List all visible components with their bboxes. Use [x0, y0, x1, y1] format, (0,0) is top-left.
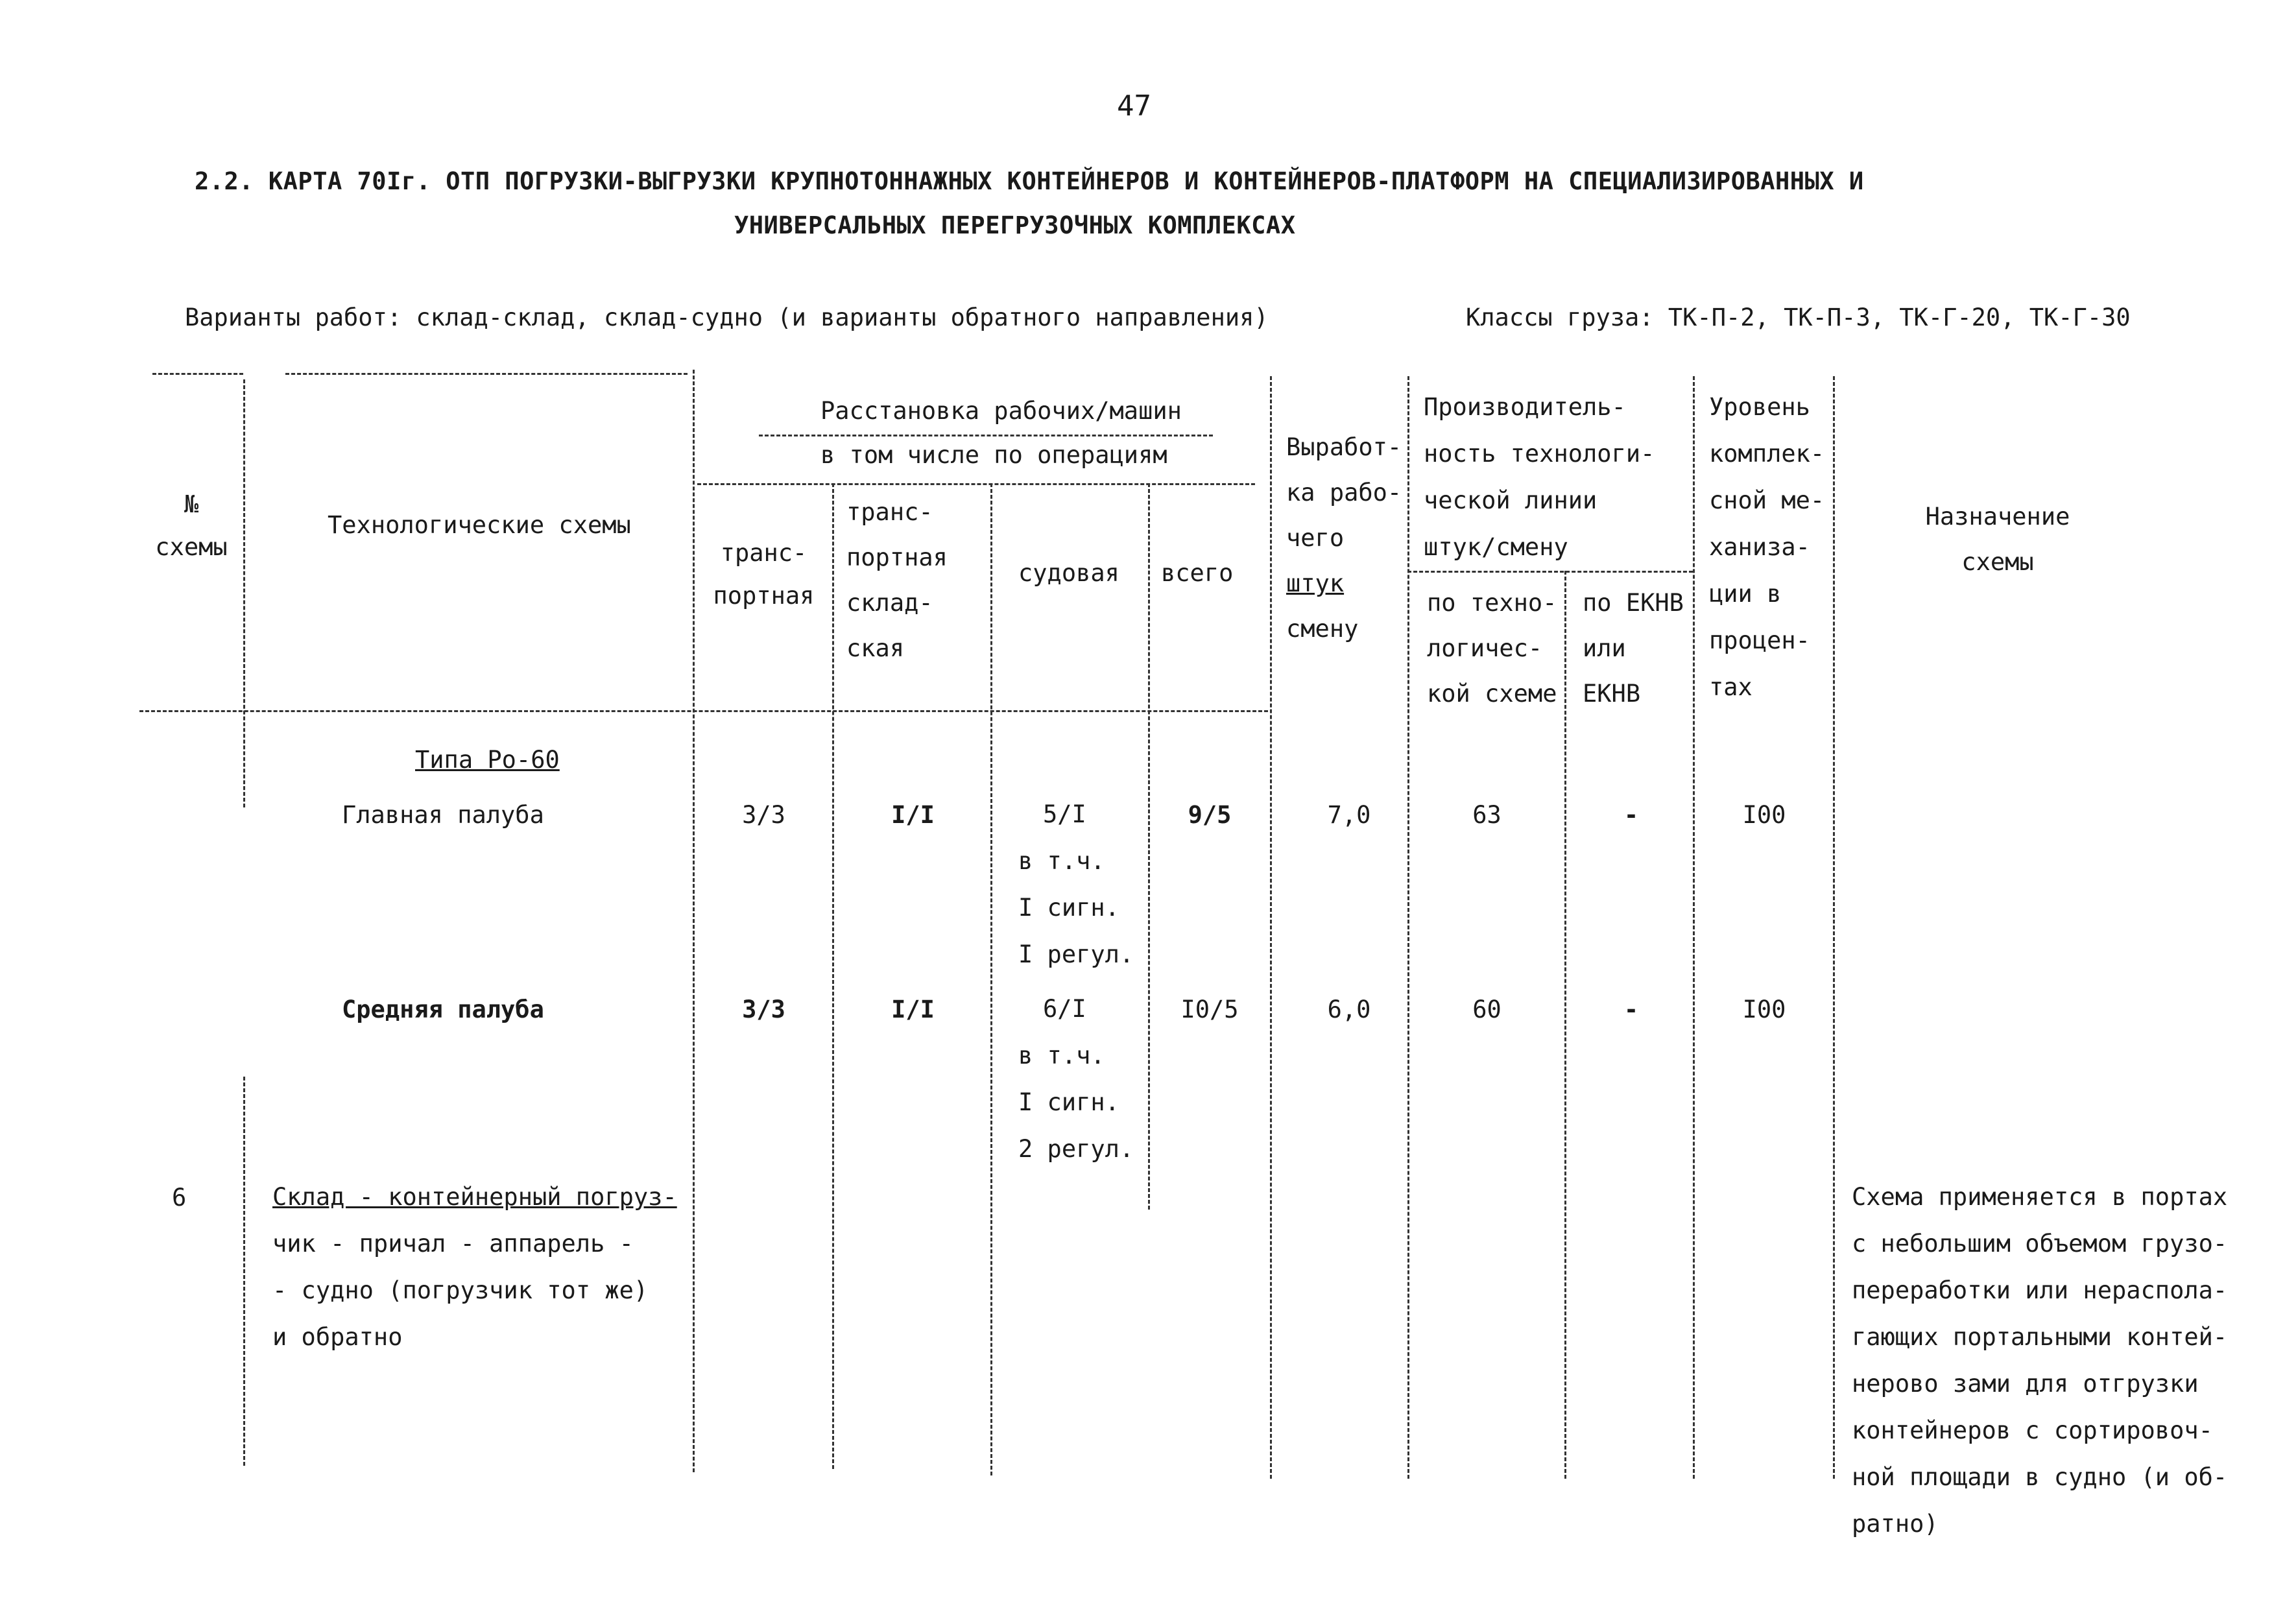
header-by-eknv	[1583, 580, 1684, 717]
header-eknv-l3: ЕКНВ	[1583, 680, 1641, 708]
header-output-l5: смену	[1286, 615, 1359, 643]
header-transport-l1: транс-	[720, 539, 808, 567]
header-tw-l2: портная	[846, 543, 948, 571]
purpose-line: нерово зами для отгрузки	[1852, 1370, 2199, 1398]
deck-name: Главная палуба	[342, 801, 544, 829]
purpose-line: с небольшим объемом грузо-	[1852, 1230, 2228, 1258]
header-by-scheme-l2: логичес-	[1427, 634, 1543, 662]
header-output-l3: чего	[1286, 524, 1345, 552]
header-by-scheme-l3: кой схеме	[1427, 680, 1557, 708]
page-title-line2: УНИВЕРСАЛЬНЫХ ПЕРЕГРУЗОЧНЫХ КОМПЛЕКСАХ	[734, 211, 1296, 239]
cell-transport-warehouse: I/I	[891, 996, 935, 1023]
cell-ship-l2: в т.ч.	[1018, 1042, 1105, 1069]
purpose-line: Схема применяется в портах	[1852, 1183, 2228, 1211]
header-technological-schemes: Технологические схемы	[328, 511, 631, 539]
purpose-line: контейнеров с сортировоч-	[1852, 1416, 2213, 1444]
cargo-classes: Классы груза: ТК-П-2, ТК-П-3, ТК-Г-20, ТК-Г-30	[1466, 304, 2131, 331]
header-purpose-l1: Назначение	[1925, 503, 2070, 531]
cell-mech: I00	[1742, 996, 1786, 1023]
deck-name: Средняя палуба	[342, 996, 544, 1023]
purpose-line: ратно)	[1852, 1510, 1939, 1538]
page-number: 47	[1117, 90, 1151, 123]
cell-by-eknv: -	[1623, 996, 1639, 1023]
page-title-line1: 2.2. КАРТА 70Iг. ОТП ПОГРУЗКИ-ВЫГРУЗКИ КРУПНОТОННАЖНЫХ КОНТЕЙНЕРОВ И КОНТЕЙНЕРОВ-ПЛАТФОРМ НА СПЕЦИАЛИЗИРОВАННЫХ И	[195, 167, 1864, 195]
cell-output: 6,0	[1327, 996, 1371, 1023]
header-tw-l3: склад-	[846, 589, 933, 617]
purpose-line: ной площади в судно (и об-	[1852, 1463, 2228, 1491]
cell-ship-l1: 6/I	[1043, 995, 1086, 1023]
header-prod-l3: ческой линии	[1424, 486, 1597, 514]
header-output-l4: штук	[1286, 569, 1345, 597]
header-placement: Расстановка рабочих/машин	[820, 397, 1182, 425]
cell-by-eknv: -	[1623, 801, 1639, 829]
cell-by-scheme: 63	[1472, 801, 1501, 829]
cell-output: 7,0	[1327, 801, 1371, 829]
scheme-description	[272, 1174, 677, 1361]
header-num-symbol: №	[184, 490, 199, 518]
scheme-purpose	[1852, 1174, 2227, 1547]
cell-mech: I00	[1742, 801, 1786, 829]
cell-ship	[1018, 791, 1134, 978]
header-mech-l1: Уровень	[1709, 393, 1810, 421]
header-eknv-l1: по ЕКНВ	[1583, 589, 1684, 617]
header-ship: судовая	[1018, 559, 1119, 587]
header-eknv-l2: или	[1583, 634, 1626, 662]
scheme-number: 6	[172, 1184, 187, 1212]
cell-ship-l4: 2 регул.	[1018, 1135, 1134, 1163]
header-transport-l2: портная	[713, 582, 815, 610]
header-productivity	[1424, 384, 1655, 571]
header-mech-l6: процен-	[1709, 627, 1810, 654]
header-mech-l4: ханиза-	[1709, 533, 1810, 561]
scheme-line: чик - причал - аппарель -	[272, 1230, 634, 1258]
cell-transport: 3/3	[742, 801, 785, 829]
cell-ship-l3: I сигн.	[1018, 1088, 1119, 1116]
header-prod-l1: Производитель-	[1424, 393, 1626, 421]
header-mech-l3: сной ме-	[1709, 486, 1825, 514]
header-tw-l1: транс-	[846, 498, 933, 526]
scheme-line: и обратно	[272, 1323, 403, 1351]
header-scheme-number	[143, 483, 240, 569]
cell-ship-l3: I сигн.	[1018, 894, 1119, 922]
header-mech-l5: ции в	[1709, 580, 1782, 608]
header-prod-l4: штук/смену	[1424, 533, 1568, 561]
header-by-scheme	[1427, 580, 1557, 717]
purpose-line: гающих портальными контей-	[1852, 1323, 2228, 1351]
cell-ship	[1018, 986, 1134, 1173]
cell-transport-warehouse: I/I	[891, 801, 935, 829]
vessel-type-label: Типа Ро-60	[415, 746, 560, 774]
cell-ship-l1: 5/I	[1043, 800, 1086, 828]
header-transport-warehouse	[846, 490, 948, 671]
header-including-operations: в том числе по операциям	[820, 441, 1167, 469]
cell-ship-l2: в т.ч.	[1018, 847, 1105, 875]
header-output-l2: ка рабо-	[1286, 479, 1402, 507]
header-mech-l2: комплек-	[1709, 440, 1825, 468]
cell-ship-l4: I регул.	[1018, 940, 1134, 968]
header-mechanization-level	[1709, 384, 1824, 711]
header-tw-l4: ская	[846, 634, 905, 662]
header-by-scheme-l1: по техно-	[1427, 589, 1557, 617]
header-total: всего	[1161, 559, 1234, 587]
cell-total: I0/5	[1180, 996, 1239, 1023]
header-mech-l7: тах	[1709, 673, 1753, 701]
header-purpose-l2: схемы	[1961, 548, 2034, 576]
cell-total: 9/5	[1188, 801, 1232, 829]
cell-by-scheme: 60	[1472, 996, 1501, 1023]
header-transport	[697, 532, 830, 617]
header-output-l1: Выработ-	[1286, 433, 1402, 461]
header-purpose	[1900, 494, 2095, 585]
scheme-line: - судно (погрузчик тот же)	[272, 1276, 649, 1304]
header-num-label: схемы	[155, 533, 228, 561]
work-variants: Варианты работ: склад-склад, склад-судно (и варианты обратного направления)	[185, 304, 1269, 331]
header-output	[1286, 425, 1402, 652]
scheme-line: Склад - контейнерный погруз-	[272, 1183, 677, 1211]
cell-transport: 3/3	[742, 996, 785, 1023]
purpose-line: переработки или нерасполa-	[1852, 1276, 2228, 1304]
header-prod-l2: ность технологи-	[1424, 440, 1655, 468]
